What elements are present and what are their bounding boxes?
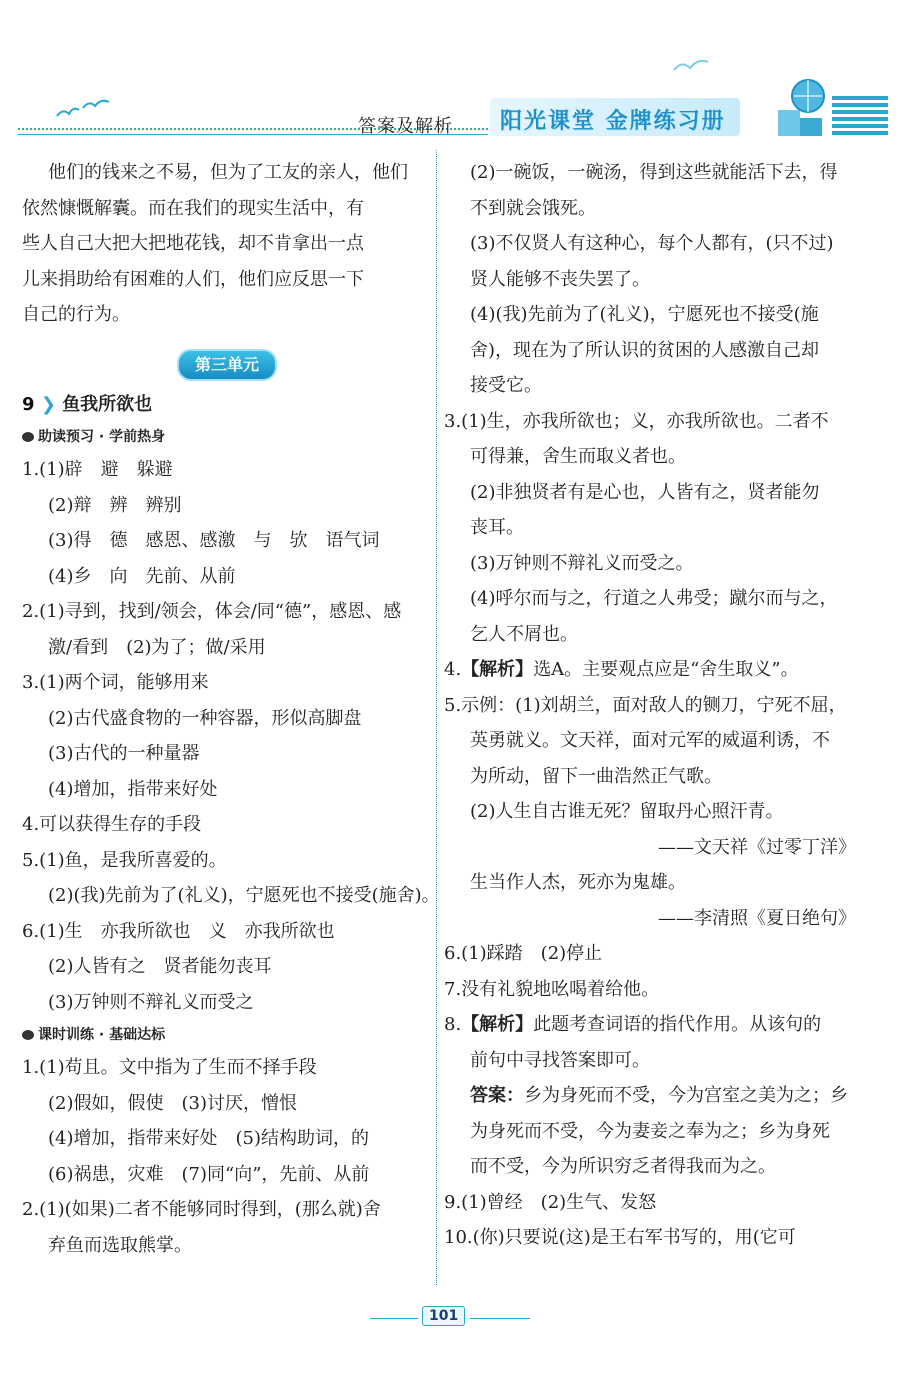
bullet-icon — [22, 432, 34, 442]
intro-line: 儿来捐助给有困难的人们，他们应反思一下 — [22, 268, 364, 290]
intro-line: 些人自己大把大把地花钱，却不肯拿出一点 — [22, 233, 364, 254]
answer-line: 丧耳。 — [470, 517, 524, 538]
answer-line: 激/看到 (2)为了；做/采用 — [48, 636, 266, 658]
answer-line: 舍)，现在为了所认识的贫困的人感激自己却 — [470, 339, 820, 361]
column-divider — [436, 150, 437, 1285]
brand-title: 阳光课堂 金牌练习册 — [500, 109, 726, 134]
page-header — [0, 0, 900, 150]
answer-line — [444, 1007, 856, 1043]
answer-line: 为所动，留下一曲浩然正气歌。 — [470, 765, 722, 787]
answer-line: 6.(1)生 亦我所欲也 义 亦我所欲也 — [22, 920, 335, 942]
answer-line: 3.(1)生，亦我所欲也；义，亦我所欲也。二者不 — [444, 410, 829, 432]
intro-line: 依然慷慨解囊。而在我们的现实生活中，有 — [22, 197, 364, 219]
answer-line: 英勇就义。文天祥，面对元军的威逼利诱，不 — [470, 730, 830, 751]
unit-badge: 第三单元 — [177, 349, 277, 381]
page-footer — [370, 1302, 530, 1332]
answer-line: 贤人能够不丧失罢了。 — [470, 268, 650, 290]
answer-line: (2)古代盛食物的一种容器，形似高脚盘 — [48, 707, 362, 729]
answer-line: 5.(1)鱼，是我所喜爱的。 — [22, 849, 227, 871]
answer-line: (4)增加，指带来好处 — [48, 778, 218, 800]
answer-list-preview — [22, 452, 440, 1020]
answer-line: 9.(1)曾经 (2)生气、发怒 — [444, 1191, 657, 1213]
citation: ——李清照《夏日绝句》 — [658, 907, 856, 929]
question-number: 4. — [444, 659, 462, 680]
bullet-icon — [22, 1030, 34, 1040]
answer-line: 3.(1)两个词，能够用来 — [22, 672, 209, 693]
answer-line: 不到就会饿死。 — [470, 197, 596, 219]
answer-text: 选A。主要观点应是“舍生取义”。 — [533, 659, 799, 680]
footer-rule — [470, 1318, 530, 1319]
answer-text: 此题考查词语的指代作用。从该句的 — [533, 1014, 822, 1035]
answer-line: 1.(1)苟且。文中指为了生而不择手段 — [22, 1057, 317, 1078]
answer-line: (4)呼尔而与之，行道之人弗受；蹴尔而与之， — [470, 588, 838, 609]
answer-line: (3)得 德 感恩、感激 与 欤 语气词 — [48, 530, 380, 551]
question-number: 8. — [444, 1014, 462, 1035]
section-title: 答案及解析 — [358, 116, 453, 137]
answer-line: (2)辩 辨 辨别 — [48, 494, 182, 516]
answer-line: (3)万钟则不辩礼义而受之 — [48, 991, 254, 1013]
globe-icon — [770, 70, 830, 140]
page-number: 101 — [422, 1306, 465, 1326]
intro-line: 自己的行为。 — [22, 304, 130, 325]
answer-list-b — [444, 688, 856, 830]
answer-line: (4)乡 向 先前、从前 — [48, 565, 236, 587]
analysis-tag: 【解析】 — [461, 1014, 534, 1035]
intro-line: 他们的钱来之不易，但为了工友的亲人，他们 — [48, 162, 408, 183]
lesson-heading — [22, 387, 432, 423]
answer-line: (2)(我)先前为了(礼义)，宁愿死也不接受(施舍)。 — [48, 885, 440, 906]
answer-line: 10.(你)只要说(这)是王右军书写的，用(它可 — [444, 1227, 796, 1248]
answer-line: (2)人皆有之 贤者能勿丧耳 — [48, 956, 272, 977]
answer-line: 5.示例：(1)刘胡兰，面对敌人的铡刀，宁死不屈， — [444, 694, 847, 716]
poem-line: 生当作人杰，死亦为鬼雄。 — [470, 872, 686, 893]
answer-list-training — [22, 1050, 432, 1263]
unit-heading — [22, 347, 432, 377]
chevron-right-icon: ❯ — [40, 393, 56, 415]
answer-line: (2)非独贤者有是心也，人皆有之，贤者能勿 — [470, 481, 820, 503]
footer-rule — [370, 1318, 418, 1319]
answer-line: (3)古代的一种量器 — [48, 743, 200, 764]
answer-line — [444, 652, 856, 688]
lesson-title: 鱼我所欲也 — [62, 393, 153, 415]
answer-line: 前句中寻找答案即可。 — [470, 1049, 650, 1071]
answer-tag: 答案： — [470, 1085, 524, 1106]
answer-line: 6.(1)踩踏 (2)停止 — [444, 943, 603, 964]
answer-line: 为身死而不受，今为妻妾之奉为之；乡为身死 — [470, 1120, 830, 1142]
answer-line: (2)一碗饭，一碗汤，得到这些就能活下去，得 — [470, 162, 838, 183]
answer-line: 接受它。 — [470, 375, 542, 396]
answer-line: 可得兼，舍生而取义者也。 — [470, 446, 686, 467]
answer-text: 乡为身死而不受，今为宫室之美为之；乡 — [524, 1085, 848, 1106]
subsection-title: 课时训练 · 基础达标 — [38, 1027, 166, 1043]
answer-line: (3)不仅贤人有这种心，每个人都有，(只不过) — [470, 233, 834, 254]
birds-icon — [55, 98, 115, 124]
answer-line: (2)人生自古谁无死？留取丹心照汗青。 — [470, 801, 784, 822]
answer-line: 乞人不屑也。 — [470, 623, 578, 645]
answer-line: 2.(1)(如果)二者不能够同时得到，(那么就)舍 — [22, 1199, 381, 1220]
answer-list-c — [444, 936, 856, 1007]
answer-line: 1.(1)辟 避 躲避 — [22, 459, 173, 480]
answer-line: 而不受，今为所识穷乏者得我而为之。 — [470, 1156, 776, 1177]
lesson-number: 9 — [22, 393, 35, 415]
answer-line: 4.可以获得生存的手段 — [22, 814, 202, 835]
answer-line: 7.没有礼貌地吆喝着给他。 — [444, 978, 660, 1000]
answer-list-d — [444, 1185, 856, 1256]
left-column — [22, 155, 440, 1263]
header-stripes — [832, 96, 888, 142]
answer-line: (4)增加，指带来好处 (5)结构助词，的 — [48, 1128, 369, 1149]
answer-line: 弃鱼而选取熊掌。 — [48, 1234, 192, 1256]
analysis-tag: 【解析】 — [461, 659, 534, 680]
answer-line: (3)万钟则不辩礼义而受之。 — [470, 552, 694, 574]
answer-line: (4)(我)先前为了(礼义)，宁愿死也不接受(施 — [470, 304, 819, 325]
right-column — [444, 155, 856, 1256]
subsection-heading — [22, 1020, 432, 1050]
answer-line — [444, 1078, 856, 1114]
bird-icon — [672, 56, 712, 80]
subsection-title: 助读预习 · 学前热身 — [38, 429, 166, 445]
answer-line: (6)祸患，灾难 (7)同“向”，先前、从前 — [48, 1163, 370, 1185]
citation: ——文天祥《过零丁洋》 — [658, 836, 856, 858]
answer-list-a — [444, 155, 856, 652]
subsection-heading — [22, 422, 432, 452]
answer-line: (2)假如，假使 (3)讨厌，憎恨 — [48, 1092, 297, 1114]
answer-line: 2.(1)寻到，找到/领会，体会/同“德”，感恩、感 — [22, 601, 402, 622]
